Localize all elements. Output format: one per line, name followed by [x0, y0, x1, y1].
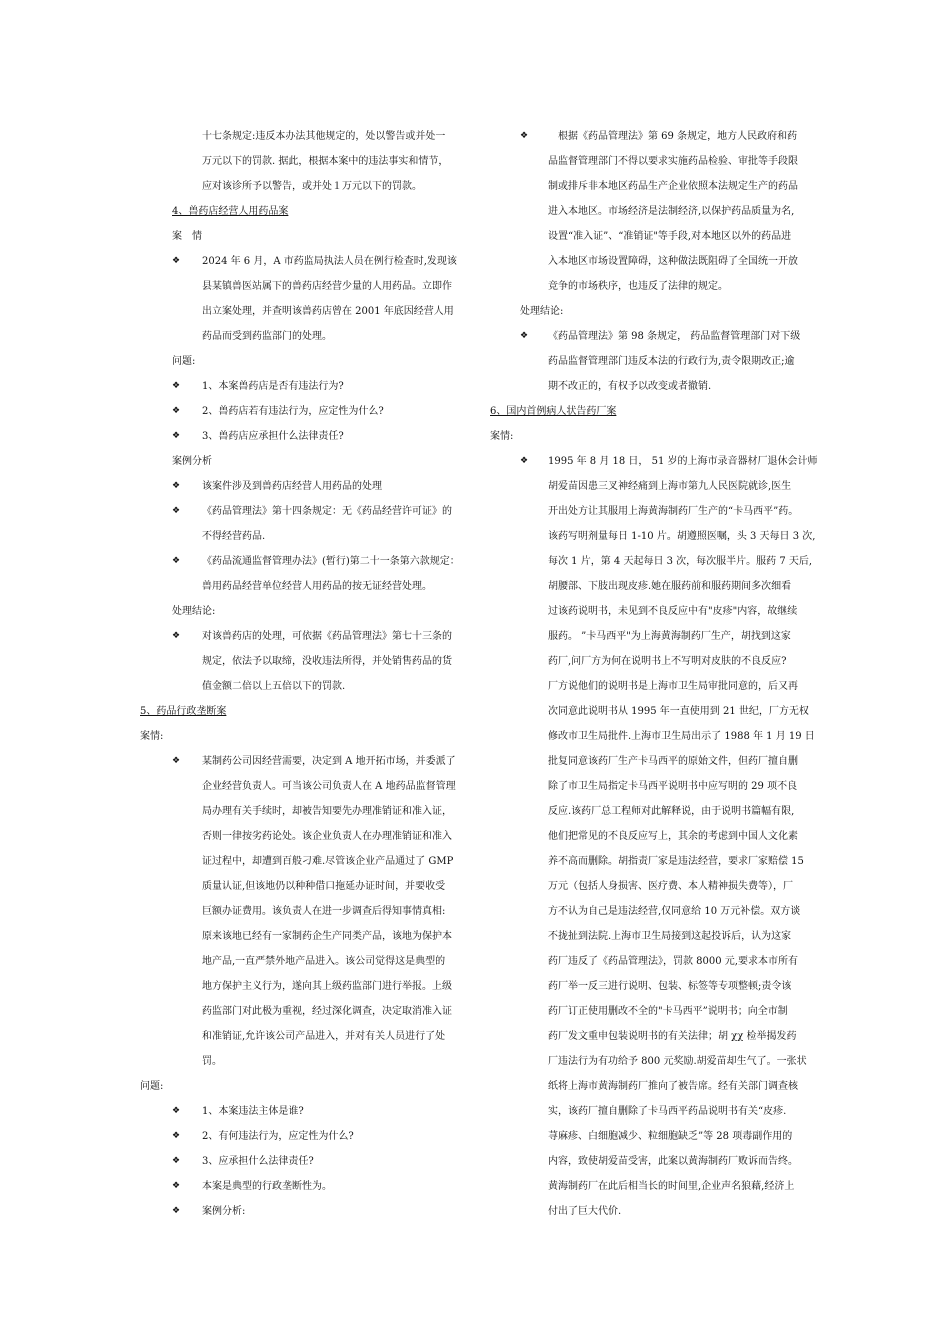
section-heading: 5、药品行政垄断案 [140, 706, 227, 717]
text-line: 过该药说明书，未见到不良反应中有"皮疹"内容，故继续 [548, 606, 798, 617]
text-line: 黄海制药厂在此后相当长的时间里,企业声名狼藉,经济上 [548, 1181, 795, 1192]
bullet-item: ❖ 《药品管理法》第 98 条规定， 药品监督管理部门对下级 [490, 324, 820, 349]
text-line: 规定，依法予以取缔，没收违法所得，并处销售药品的货 [202, 656, 452, 667]
text-line: 每次 1 片，第 4 天起每日 3 次，每次服半片。服药 7 天后, [548, 556, 813, 567]
text-line: 内容，致使胡爱苗受害，此案以黄海制药厂败诉而告终。 [548, 1156, 798, 1167]
text-line: 县某镇兽医站属下的兽药店经营少量的人用药品。立即作 [202, 281, 452, 292]
text-line: 服药。 ”卡马西平"为上海黄海制药厂生产，胡找到这家 [548, 631, 791, 642]
section-label: 案情: [140, 731, 164, 742]
text-line: 养不高而删除。胡指责厂家是违法经营，要求厂家赔偿 15 [548, 856, 804, 867]
bullet-item: ❖ 案例分析: [140, 1199, 470, 1224]
text-line: 药品监督管理部门违反本法的行政行为,责令限期改正;逾 [548, 356, 795, 367]
bullet-icon: ❖ [172, 481, 181, 491]
text-line: 地产品,一直严禁外地产品进入。该公司觉得这是典型的 [202, 956, 446, 967]
section-label: 处理结论: [172, 606, 216, 617]
text-line: 品监督管理部门不得以要求实施药品检验、审批等手段限 [548, 156, 798, 167]
text-line: 出立案处理，并查明该兽药店曾在 2001 年底因经营人用 [202, 306, 454, 317]
left-column [140, 124, 470, 1224]
text-line: 次同意此说明书从 1995 年一直使用到 21 世纪，厂方无权 [548, 706, 809, 717]
text-line: 巨额办证费用。该负责人在进一步调查后得知事情真相: [202, 906, 446, 917]
bullet-icon: ❖ [172, 506, 181, 516]
bullet-icon: ❖ [172, 256, 181, 266]
bullet-icon: ❖ [172, 756, 181, 766]
text-line: 药厂违反了《药品管理法》，罚款 8000 元,要求本市所有 [548, 956, 798, 967]
text-line: 药监部门对此极为重视，经过深化调查，决定取消准入证 [202, 1006, 452, 1017]
bullet-item: ❖ 3、兽药店应承担什么法律责任? [140, 424, 470, 449]
text-line: 反应.该药厂总工程师对此解释说，由于说明书篇幅有限, [548, 806, 795, 817]
text-line: 期不改正的，有权予以改变或者撤销. [548, 381, 712, 392]
text-line: 进入本地区。市场经济是法制经济,以保护药品质量为名, [548, 206, 795, 217]
bullet-icon: ❖ [172, 1206, 181, 1216]
text-line: 厂方说他们的说明书是上海市卫生局审批同意的，后又再 [548, 681, 798, 692]
text-line: 付出了巨大代价. [548, 1206, 622, 1217]
bullet-icon: ❖ [172, 1131, 181, 1141]
bullet-icon: ❖ [520, 456, 529, 466]
bullet-item: ❖ 2、有何违法行为，应定性为什么? [140, 1124, 470, 1149]
section-heading: 6、国内首例病人状告药厂案 [490, 406, 617, 417]
text-line: 兽用药品经营单位经营人用药品的按无证经营处理。 [202, 581, 432, 592]
bullet-item: ❖ 某制药公司因经营需要，决定到 A 地开拓市场，并委派了 [140, 749, 470, 774]
text-line: 厂违法行为有功给予 800 元奖励.胡爱苗却生气了。一张状 [548, 1056, 807, 1067]
text-line: 纸将上海市黄海制药厂推向了被告席。经有关部门调查核 [548, 1081, 798, 1092]
text-line: 质量认证,但该地仍以种种借口拖延办证时间，并要收受 [202, 881, 446, 892]
bullet-icon: ❖ [172, 1106, 181, 1116]
bullet-item: ❖ 2024 年 6 月，A 市药监局执法人员在例行检查时,发现该 [140, 249, 470, 274]
text-line: 制或排斥非本地区药品生产企业依照本法规定生产的药品 [548, 181, 798, 192]
text-line: 竞争的市场秩序，也违反了法律的规定。 [548, 281, 728, 292]
text-line: 除了市卫生局指定卡马西平说明书中应写明的 29 项不良 [548, 781, 798, 792]
text-line: 药厂举一反三进行说明、包装、标签等专项整顿;责令该 [548, 981, 792, 992]
bullet-icon: ❖ [520, 331, 529, 341]
bullet-icon: ❖ [172, 1156, 181, 1166]
text-line: 修改市卫生局批件.上海市卫生局出示了 1988 年 1 月 19 日 [548, 731, 815, 742]
text-line: 他们把常见的不良反应写上，其余的考虑到中国人文化素 [548, 831, 798, 842]
text-line: 方不认为自己是违法经营,仅同意给 10 万元补偿。双方谈 [548, 906, 801, 917]
text-line: 企业经营负责人。可当该公司负责人在 A 地药品监督管理 [202, 781, 456, 792]
text-line: 药厂,问厂方为何在说明书上不写明对皮肤的不良反应? [548, 656, 787, 667]
section-label: 案 情 [172, 231, 202, 242]
bullet-item: ❖ 1、本案违法主体是谁? [140, 1099, 470, 1124]
bullet-icon: ❖ [172, 1181, 181, 1191]
text-line: 药厂发文重申包装说明书的有关法律；胡 χχ 检举揭发药 [548, 1031, 797, 1042]
text-line: 否则一律按劣药论处。该企业负责人在办理准销证和准入 [202, 831, 452, 842]
text-line: 证过程中，却遭到百般刁难.尽管该企业产品通过了 GMP [202, 856, 454, 867]
bullet-item: ❖ 本案是典型的行政垄断性为。 [140, 1174, 470, 1199]
bullet-item: ❖ 2、兽药店若有违法行为，应定性为什么? [140, 399, 470, 424]
section-label: 案情: [490, 431, 514, 442]
bullet-icon: ❖ [172, 406, 181, 416]
text-line: 罚。 [202, 1056, 222, 1067]
section-label: 问题: [140, 1081, 164, 1092]
text-line: 万元以下的罚款. 据此，根据本案中的违法事实和情节， [202, 156, 449, 167]
text-line: 胡爱苗因患三叉神经痛到上海市第九人民医院就诊,医生 [548, 481, 792, 492]
text-line: 值金额二倍以上五倍以下的罚款. [202, 681, 346, 692]
bullet-item: ❖ 3、应承担什么法律责任? [140, 1149, 470, 1174]
section-label: 处理结论: [520, 306, 564, 317]
text-line: 入本地区市场设置障碍，这种做法既阻碍了全国统一开放 [548, 256, 798, 267]
text-line: 荨麻疹、白细胞减少、粒细胞缺乏”等 28 项毒副作用的 [548, 1131, 793, 1142]
bullet-item: ❖ 《药品流通监督管理办法》(暂行)第二十一条第六款规定： [140, 549, 470, 574]
bullet-item: ❖ 1995 年 8 月 18 日， 51 岁的上海市录音器材厂退休会计师 [490, 449, 820, 474]
text-line: 药厂订正使用删改不全的"卡马西平”说明书；向全市制 [548, 1006, 788, 1017]
section-label: 案例分析 [172, 456, 212, 467]
text-line: 批复同意该药厂生产卡马西平的原始文件，但药厂擅自删 [548, 756, 798, 767]
text-line: 开出处方让其服用上海黄海制药厂生产的“卡马西平”药。 [548, 506, 799, 517]
text-line: 原来该地已经有一家制药企生产同类产品，该地为保护本 [202, 931, 452, 942]
section-heading: 4、兽药店经营人用药品案 [172, 206, 289, 217]
bullet-icon: ❖ [172, 431, 181, 441]
text-line: 局办理有关手续时，却被告知要先办理准销证和准入证， [202, 806, 452, 817]
bullet-icon: ❖ [172, 556, 181, 566]
bullet-icon: ❖ [520, 131, 529, 141]
section-label: 问题: [172, 356, 196, 367]
text-line: 十七条规定:违反本办法其他规定的，处以警告或并处一 [202, 131, 446, 142]
text-line: 药品而受到药监部门的处理。 [202, 331, 332, 342]
text-line: 该药写明剂量每日 1-10 片。胡遵照医嘱，头 3 天每日 3 次, [548, 531, 816, 542]
bullet-icon: ❖ [172, 381, 181, 391]
right-column [490, 124, 820, 1224]
bullet-item: ❖ 对该兽药店的处理，可依据《药品管理法》第七十三条的 [140, 624, 470, 649]
text-line: 应对该诊所予以警告，或并处１万元以下的罚款。 [202, 181, 422, 192]
text-line: 万元（包括人身损害、医疗费、本人精神损失费等），厂 [548, 881, 793, 892]
text-line: 和准销证,允许该公司产品进入，并对有关人员进行了处 [202, 1031, 446, 1042]
bullet-icon: ❖ [172, 631, 181, 641]
text-line: 不拢扯到法院.上海市卫生局接到这起投诉后，认为这家 [548, 931, 792, 942]
bullet-item: ❖ 该案件涉及到兽药店经营人用药品的处理 [140, 474, 470, 499]
bullet-item: ❖ 1、本案兽药店是否有违法行为? [140, 374, 470, 399]
text-line: 地方保护主义行为，遂向其上级药监部门进行举报。上级 [202, 981, 452, 992]
bullet-item: ❖ 根据《药品管理法》第 69 条规定，地方人民政府和药 [490, 124, 820, 149]
text-line: 设置“准入证”、“准销证"等手段,对本地区以外的药品进 [548, 231, 792, 242]
bullet-item: ❖ 《药品管理法》第十四条规定：无《药品经营许可证》的 [140, 499, 470, 524]
text-line: 实，该药厂擅自删除了卡马西平药品说明书有关“皮疹. [548, 1106, 787, 1117]
text-line: 不得经营药品. [202, 531, 266, 542]
text-line: 胡腰部、下肢出现皮疹.她在服药前和服药期间多次细看 [548, 581, 792, 592]
